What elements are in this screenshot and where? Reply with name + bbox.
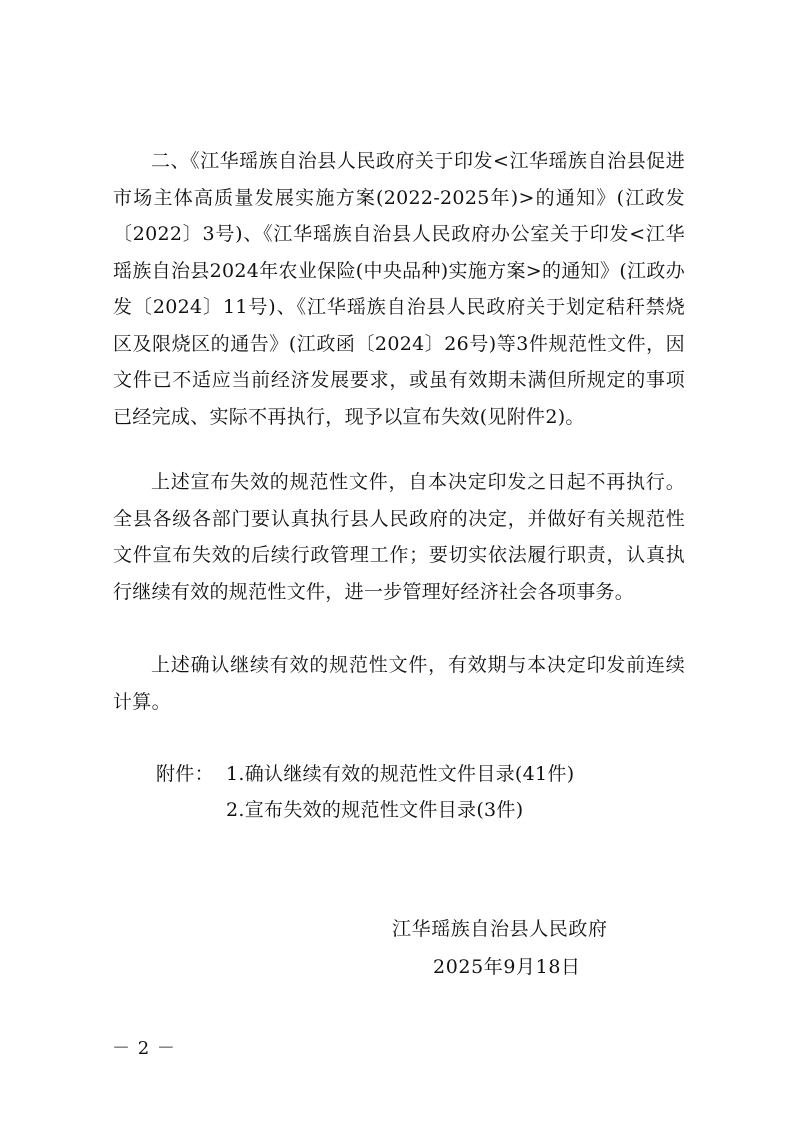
paragraph-validity-period: 上述确认继续有效的规范性文件，有效期与本决定印发前连续计算。 [113,654,685,713]
signature-organization: 江华瑶族自治县人民政府 [392,918,608,940]
paragraph-repealed-documents: 二、《江华瑶族自治县人民政府关于印发<江华瑶族自治县促进市场主体高质量发展实施方案(2022-2025年)>的通知》(江政发〔2022〕3号)、《江华瑶族自治县人民政府办公室关于印发<江华瑶族自治县2024年农业保险(中央品种)实施方案>的通知》(江政办发〔2024〕11号)、《江华瑶族自治县人民政府关于划定秸秆禁烧区及限烧区的通告》(江政函〔2024〕26号)等3件规范性文件，因文件已不适应当前经济发展要求，或虽有效期未满但所规定的事项已经完成、实际不再执行，现予以宣布失效(见附件2)。 [113,150,685,428]
attachment-item-1: 1.确认继续有效的规范性文件目录(41件) [226,763,575,785]
paragraph-follow-up-work: 上述宣布失效的规范性文件，自本决定印发之日起不再执行。全县各级各部门要认真执行县人民政府的决定，并做好有关规范性文件宣布失效的后续行政管理工作；要切实依法履行职责，认真执行继续有效的规范性文件，进一步管理好经济社会各项事务。 [113,471,685,603]
attachments-label: 附件： [156,763,214,785]
attachment-item-2: 2.宣布失效的规范性文件目录(3件) [226,799,524,821]
page-number: － 2 － [112,1038,176,1059]
signature-date: 2025年9月18日 [433,956,581,978]
